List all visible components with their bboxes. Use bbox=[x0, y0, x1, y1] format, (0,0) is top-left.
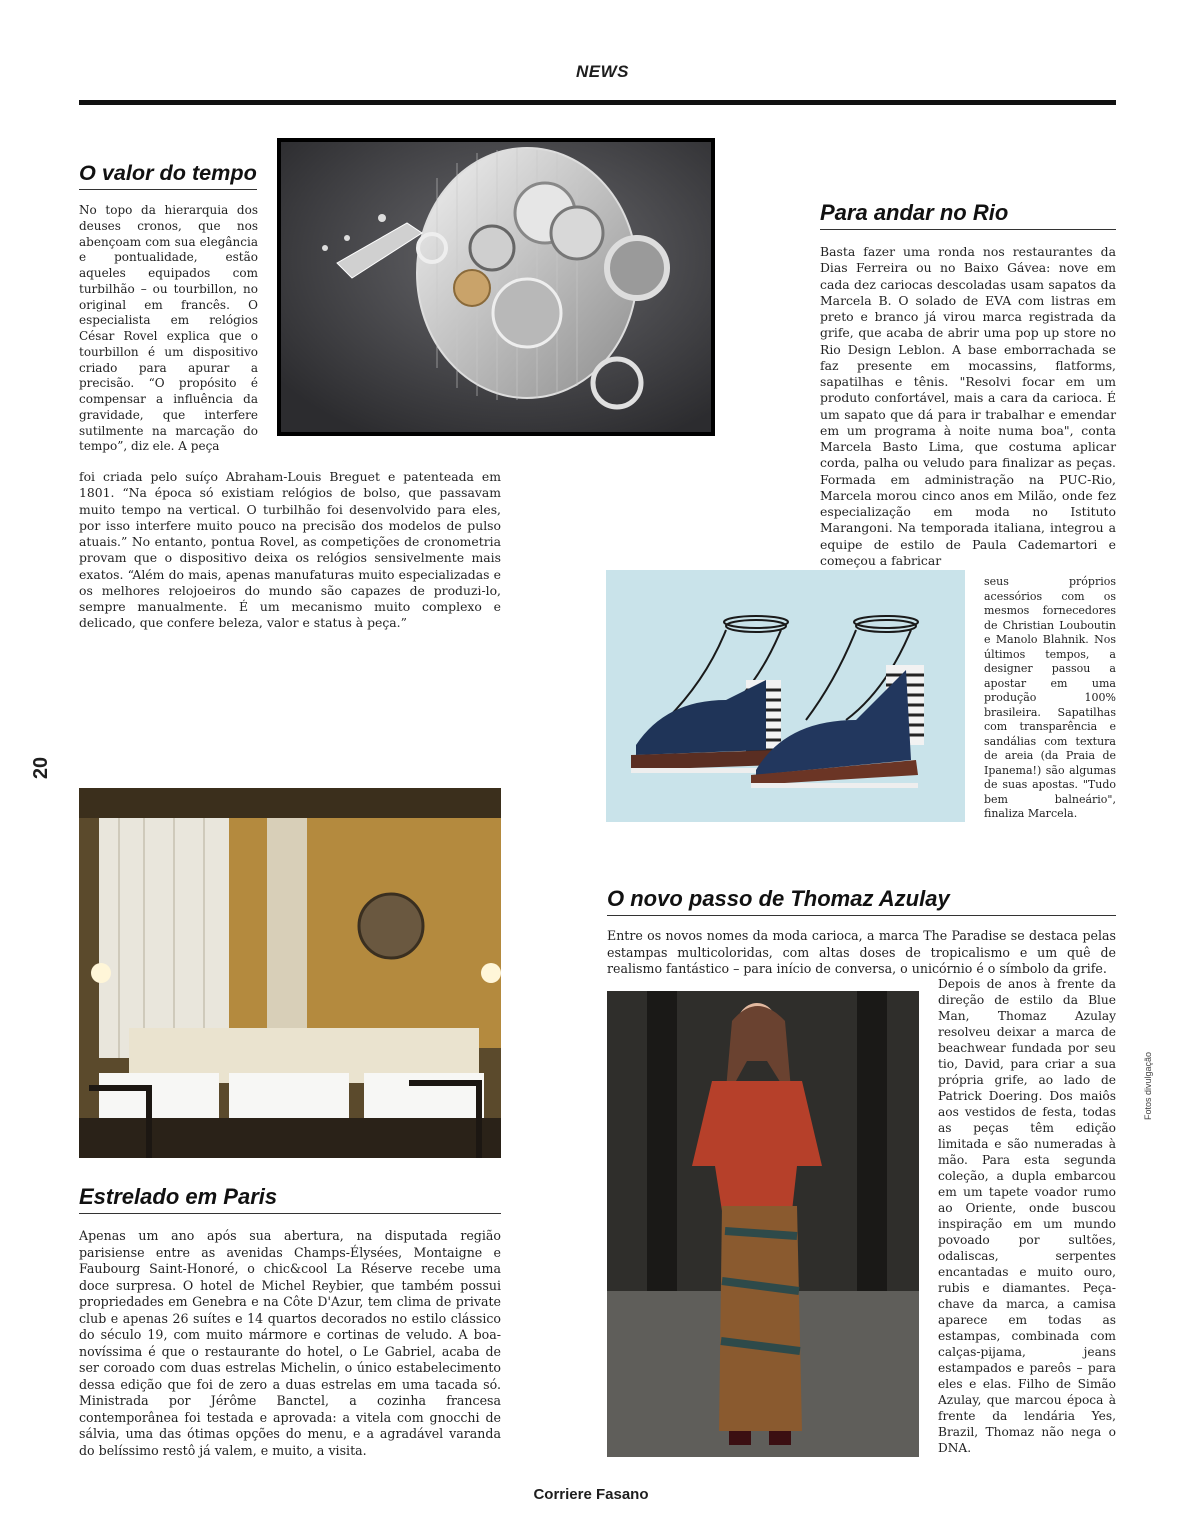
photo-credit: Fotos divulgação bbox=[1143, 1051, 1153, 1120]
section-label: NEWS bbox=[576, 62, 629, 81]
article-title-paris: Estrelado em Paris bbox=[79, 1184, 501, 1214]
runway-photo bbox=[607, 991, 919, 1457]
tourbillon-illustration bbox=[277, 138, 715, 436]
publication-footer: Corriere Fasano bbox=[533, 1486, 649, 1503]
article-text-paris bbox=[79, 1228, 501, 1459]
article-text-azulay-intro bbox=[607, 928, 1116, 978]
article-title-rio: Para andar no Rio bbox=[820, 200, 1116, 230]
article-paragraph: No topo da hierarquia dos deuses cronos, que nos abençoam com sua elegância e pontualidade, estão aqueles equipados com turbilhão – ou tourbillon, no original em francês. O especialista em relógios César Rovel explica que o tourbillon é um dispositivo criado para apurar a precisão. “O propósito é compensar a influência da gravidade, que interfere sutilmente na marcação do tempo”, diz ele. A peça bbox=[79, 203, 258, 454]
article-paragraph: seus próprios acessórios com os mesmos fornecedores de Christian Louboutin e Manolo Blahnik. Nos últimos tempos, a designer passou a apostar em uma produção 100% brasileira. Sapatilhas com transparência e sandálias com textura de areia (da Praia de Ipanema!) são algumas de suas apostas. "Tudo bem balneário", finaliza Marcela. bbox=[984, 575, 1116, 820]
article-paragraph: Basta fazer uma ronda nos restaurantes da Dias Ferreira ou no Baixo Gávea: nove em cada dez cariocas descoladas usam sapatos da Marcela B. O solado de EVA com listras em preto e branco já virou marca registrada da grife, que acaba de abrir uma pop up store no Rio Design Leblon. A base emborrachada se faz presente em mocassins, flatforms, sapatilhas e tênis. "Resolvi focar em um produto confortável, mais a cara da carioca. É um sapato que dá para ir trabalhar e emendar em um programa à noite numa boa", conta Marcela Basto Lima, que costuma aplicar corda, palha ou veludo para finalizar as peças. Formada em administração na PUC-Rio, Marcela morou cinco anos em Milão, onde fez especialização em moda no Istituto Marangoni. Na temporada italiana, integrou a equipe de estilo de Paula Cademartori e começou a fabricar bbox=[820, 244, 1116, 568]
article-paragraph: Entre os novos nomes da moda carioca, a marca The Paradise se destaca pelas estampas multicoloridas, com altas doses de tropicalismo e um quê de realismo fantástico – para início de conversa, o unicórnio é o símbolo da grife. bbox=[607, 928, 1116, 976]
article-text-rio-col2 bbox=[984, 575, 1116, 822]
article-paragraph: foi criada pelo suíço Abraham-Louis Breguet e patenteada em 1801. “Na época só existiam relógios de bolso, que passavam muito tempo na vertical. O turbilhão foi desenvolvido para eles, por isso interfere muito pouco na precisão dos modelos de pulso atuais.” No entanto, pontua Rovel, as competições de cronometria provam que o dispositivo deixa os relógios sensivelmente mais exatos. “Além do mais, apenas manufaturas muito especializadas e os melhores relojoeiros do mundo são capazes de produzi-lo, sempre manualmente. É um mecanismo muito complexo e delicado, que confere beleza, valor e status à peça.” bbox=[79, 469, 501, 631]
shoes-photo bbox=[606, 570, 965, 822]
article-text-tempo-col1 bbox=[79, 203, 258, 455]
article-paragraph: Apenas um ano após sua abertura, na disputada região parisiense entre as avenidas Champs-Élysées, Montaigne e Faubourg Saint-Honoré, o chic&cool La Réserve recebe uma doce surpresa. O hotel de Michel Reybier, que também possui propriedades em Genebra e na Côte D'Azur, tem clima de private club e apenas 26 suítes e 14 quartos decorados no estilo clássico do século 19, com muito mármore e cortinas de veludo. A boa-novíssima é que o restaurante do hotel, o Le Gabriel, acaba de ser coroado com duas estrelas Michelin, o único estabelecimento dessa edição que foi de zero a duas estrelas em uma tacada só. Ministrada por Jérôme Banctel, a cozinha francesa contemporânea foi testada e aprovada: a vitela com gnocchi de sálvia, uma das ótimas opções do menu, e a agradável varanda do belíssimo restô já valem, e muito, a visita. bbox=[79, 1228, 501, 1458]
sandals-illustration bbox=[606, 570, 965, 822]
article-paragraph: Depois de anos à frente da direção de estilo da Blue Man, Thomaz Azulay resolveu deixar a marca de beachwear fundada por seu tio, David, para criar a sua própria grife, ao lado de Patrick Doering. Dos maiôs aos vestidos de festa, todas as peças têm edição limitada e são numeradas à mão. Para esta segunda coleção, a dupla embarcou em um tapete voador rumo ao Oriente, onde buscou inspiração em um mundo povoado por sultões, odaliscas, serpentes encantadas e muito ouro, rubis e diamantes. Peça-chave da marca, a camisa aparece em todas as estampas, combinada com calças-pijama, jeans estampados e pareôs – para eles e elas. Filho de Simão Azulay, que marcou época à frente da lendária Yes, Brazil, Thomaz não nega o DNA. bbox=[938, 977, 1116, 1455]
page-number: 20 bbox=[30, 756, 52, 780]
runway-illustration bbox=[607, 991, 919, 1457]
watch-photo bbox=[277, 138, 715, 436]
restaurant-photo bbox=[79, 788, 501, 1158]
article-title-tempo: O valor do tempo bbox=[79, 160, 257, 190]
article-text-azulay-col2 bbox=[938, 976, 1116, 1456]
article-text-tempo-col2 bbox=[79, 469, 501, 632]
article-title-azulay: O novo passo de Thomaz Azulay bbox=[607, 886, 1116, 916]
article-text-rio-col1 bbox=[820, 244, 1116, 569]
restaurant-illustration bbox=[79, 788, 501, 1158]
header-rule bbox=[79, 100, 1116, 105]
